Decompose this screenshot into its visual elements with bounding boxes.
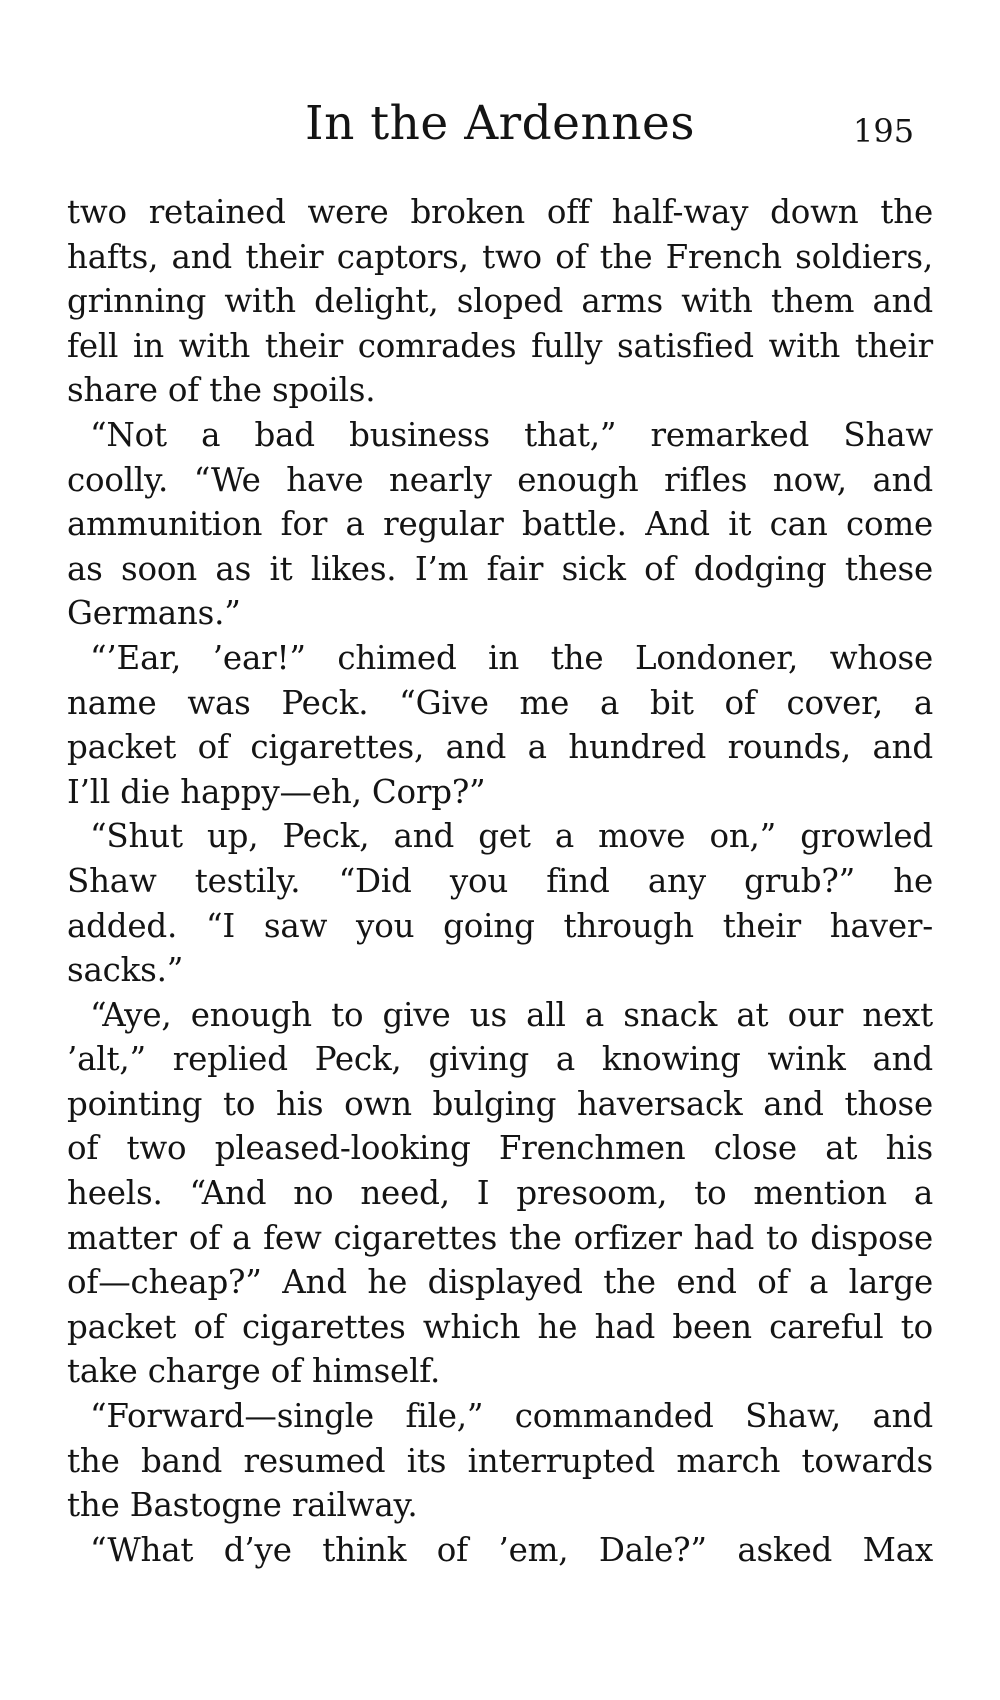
text-line: “Forward—single file,” commanded Shaw, and	[90, 1397, 933, 1436]
text-line: hafts, and their captors, two of the French soldiers,	[67, 237, 933, 276]
text-line: “What d’ye think of ’em, Dale?” asked Max	[90, 1530, 933, 1569]
text-line: of—cheap?” And he displayed the end of a large	[67, 1263, 933, 1302]
text-line: as soon as it likes. I’m fair sick of dodging these	[67, 549, 933, 588]
text-line: pointing to his own bulging haversack and those	[67, 1084, 933, 1123]
text-line: “Not a bad business that,” remarked Shaw	[90, 415, 933, 454]
text-line: “Aye, enough to give us all a snack at our next	[90, 995, 933, 1034]
text-line: two retained were broken off half-way down the	[67, 193, 933, 231]
text-line: “’Ear, ’ear!” chimed in the Londoner, whose	[90, 638, 933, 677]
text-line: the band resumed its interrupted march towards	[67, 1441, 933, 1480]
text-line: “Shut up, Peck, and get a move on,” growled	[90, 817, 933, 856]
text-line: heels. “And no need, I presoom, to mention a	[67, 1174, 933, 1213]
text-line: take charge of himself.	[67, 1352, 441, 1391]
text-line: I’ll die happy—eh, Corp?”	[67, 772, 486, 811]
running-title: In the Ardennes	[305, 96, 695, 151]
text-line: name was Peck. “Give me a bit of cover, a	[67, 683, 933, 722]
text-line: matter of a few cigarettes the orfizer had to dispose	[67, 1218, 933, 1257]
page-number: 195	[853, 112, 915, 150]
body-text	[67, 190, 933, 1572]
text-line: Germans.”	[67, 594, 241, 633]
text-line: packet of cigarettes, and a hundred rounds, and	[67, 728, 933, 767]
text-line: ammunition for a regular battle. And it can come	[67, 505, 933, 544]
text-line: fell in with their comrades fully satisfied with their	[67, 326, 933, 365]
text-line: share of the spoils.	[67, 371, 376, 410]
text-line: ’alt,” replied Peck, giving a knowing wink and	[67, 1040, 933, 1079]
text-line: Shaw testily. “Did you find any grub?” he	[67, 861, 933, 900]
text-line: added. “I saw you going through their haver-	[67, 906, 933, 945]
text-line: the Bastogne railway.	[67, 1486, 418, 1525]
text-line: grinning with delight, sloped arms with them and	[67, 282, 933, 321]
text-line: coolly. “We have nearly enough rifles now, and	[67, 460, 933, 499]
text-line: packet of cigarettes which he had been careful to	[67, 1307, 933, 1346]
text-line: of two pleased-looking Frenchmen close at his	[67, 1129, 933, 1168]
text-line: sacks.”	[67, 951, 184, 990]
